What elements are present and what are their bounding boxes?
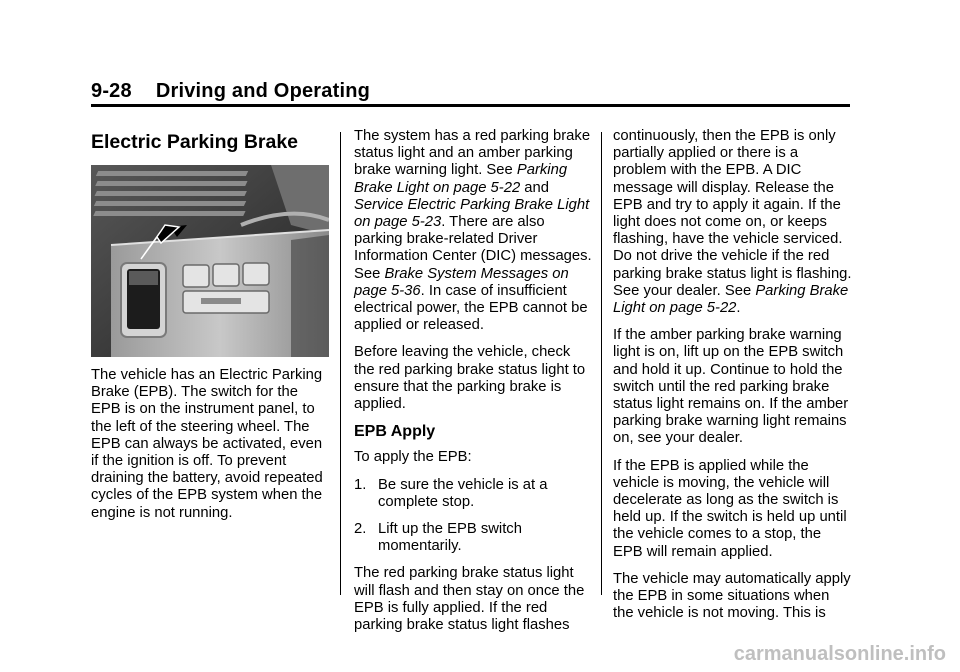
apply-steps-list	[354, 477, 594, 556]
text-run: . There are also parking brake-related Driver Information Center (DIC) messages. See	[354, 214, 592, 282]
header-rule	[91, 104, 850, 107]
moving-vehicle-paragraph: If the EPB is applied while the vehicle is moving, the vehicle will decelerate as long as the switch is held up. If the switch is held up until the vehicle comes to a stop, the EPB will remain applied.	[613, 457, 847, 560]
column-divider-2	[601, 132, 602, 595]
status-light-paragraph	[354, 128, 594, 334]
text-run: . In case of insufficient electrical power, the EPB cannot be applied or released.	[354, 282, 588, 334]
flash-paragraph: The red parking brake status light will flash and then stay on once the EPB is fully applied. If the red parking brake status light flashes	[354, 565, 585, 634]
section-title: Driving and Operating	[155, 80, 371, 102]
text-run: and	[520, 179, 549, 196]
watermark: carmanualsonline.info	[733, 643, 946, 665]
step-text: Be sure the vehicle is at a complete stop.	[378, 476, 548, 510]
column-3	[613, 128, 853, 632]
page-header	[91, 80, 370, 103]
epb-switch-illustration	[91, 165, 329, 357]
cross-reference-link[interactable]: Parking Brake Light on page 5-22	[613, 282, 849, 317]
cross-reference-link[interactable]: Brake System Messages on page 5-36	[354, 265, 569, 299]
epb-switch-figure	[91, 165, 329, 357]
apply-intro: To apply the EPB:	[354, 449, 472, 466]
amber-light-paragraph: If the amber parking brake warning light is on, lift up on the EPB switch and hold it up. Continue to hold the switch until the red parking brake status light remains on. If the amber parking brake warning light remains on, see your dealer.	[613, 327, 849, 447]
text-run: .	[736, 300, 741, 317]
column-1	[91, 128, 331, 532]
column-2	[354, 128, 594, 644]
list-item	[354, 477, 594, 511]
list-item	[354, 521, 594, 555]
automatic-apply-paragraph: The vehicle may automatically apply the EPB in some situations when the vehicle is not moving. This is	[613, 570, 851, 622]
column-divider-1	[340, 132, 341, 595]
article-title: Electric Parking Brake	[91, 131, 299, 153]
text-run: continuously, then the EPB is only partially applied or there is a problem with the EPB. A DIC message will display. Release the EPB and try to apply it again. If the light does not come on, or keeps flashing, have the vehicle serviced. Do not drive the vehicle if the red parking brake status light is flashing. See your dealer. See	[613, 128, 852, 299]
subheading-epb-apply: EPB Apply	[354, 423, 436, 441]
before-leaving-paragraph: Before leaving the vehicle, check the red parking brake status light to ensure that the parking brake is applied.	[354, 344, 586, 413]
cross-reference-link[interactable]: Parking Brake Light on page 5-22	[354, 162, 568, 196]
page-number: 9-28	[91, 80, 132, 102]
text-run: The system has a red parking brake status light and an amber parking brake warning light. See	[354, 128, 591, 179]
step-text: Lift up the EPB switch momentarily.	[378, 521, 522, 555]
cross-reference-link[interactable]: Service Electric Parking Brake Light on page 5-23	[354, 196, 590, 231]
continuous-flash-paragraph	[613, 128, 853, 317]
step-number: 1.	[354, 476, 367, 493]
step-number: 2.	[354, 521, 367, 538]
intro-paragraph: The vehicle has an Electric Parking Brake (EPB). The switch for the EPB is on the instrument panel, to the left of the steering wheel. The EPB can always be activated, even if the ignition is off. To prevent draining the battery, avoid repeated cycles of the EPB system when the engine is not running.	[91, 367, 323, 521]
